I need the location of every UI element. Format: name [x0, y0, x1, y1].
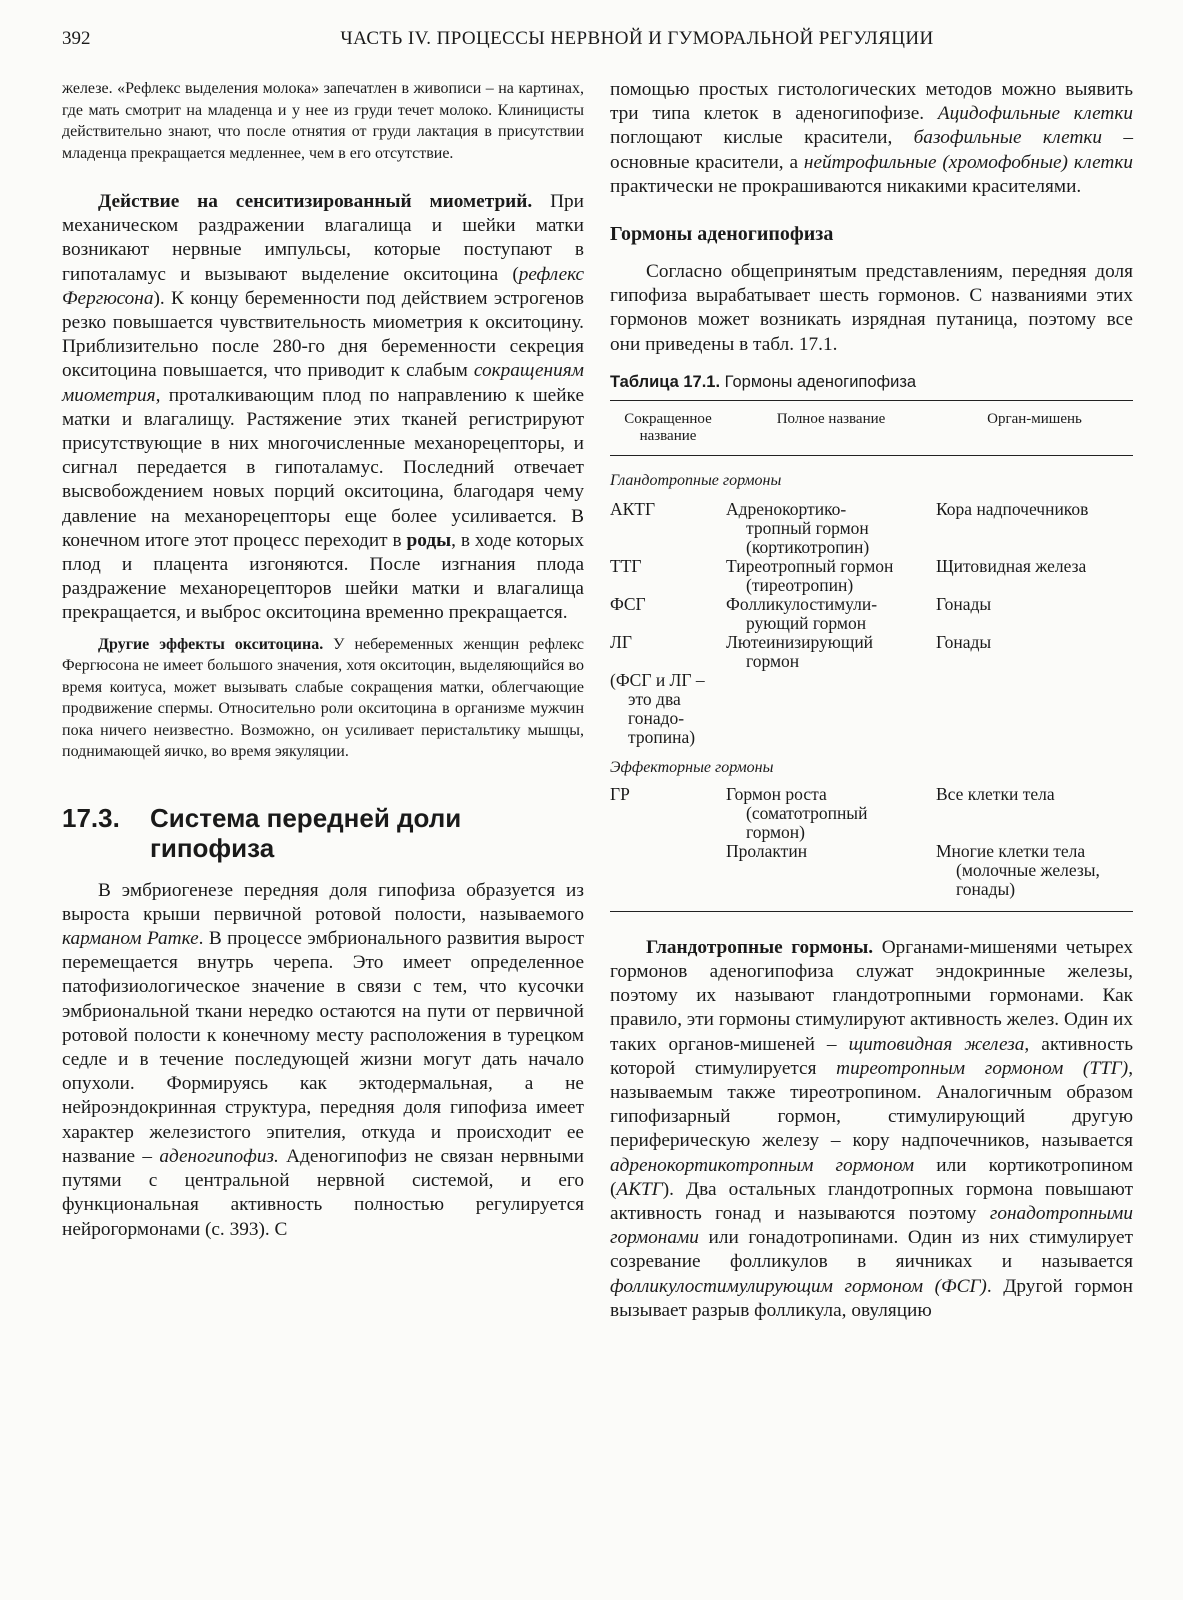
table-header-row	[610, 401, 1133, 455]
table-row: Пролактин Многие клетки тела (молочные железы, гонады)	[726, 840, 1100, 899]
paragraph-six-hormones: Согласно общепринятым представлениям, передняя доля гипофиза вырабатывает шесть гормонов. С названиями этих гормонов может возникать изрядная путаница, поэтому все они приведены в табл. 17.1.	[610, 261, 1133, 355]
page-number: 392	[62, 28, 91, 49]
table-row: ФСГ Фолликулостимули- рующий гормон Гонады	[610, 593, 992, 633]
table-row: АКТГ Адренокортико- тропный гормон (кортикотропин) Кора надпочечников	[610, 498, 1089, 557]
paragraph-myometrium: Действие на сенситизированный миометрий. При механическом раздражении влагалища и шейки матки возникают нервные импульсы, которые поступают в гипоталамус и вызывают выделение окситоцина (рефлекс Фергюсона). К концу беременности под действием эстрогенов резко повышается чувствительность миометрия к окситоцину. Приблизительно после 280-го дня беременности секреция окситоцина повышается, что приводит к слабым сокращениям миометрия, проталкивающим плод по направлению к шейке матки и влагалищу. Растяжение этих тканей регистрируют присутствующие в них многочисленные механорецепторы, и сигнал передается в гипоталамус. Последний отвечает высвобождением новых порций окситоцина, благодаря чему давление на механорецепторы еще более усиливается. В конечном итоге этот процесс переходит в роды, в ходе которых плод и плацента изгоняются. После изгнания плода раздражение механорецепторов шейки матки и влагалища прекращается, и выброс окситоцина временно прекращается.	[62, 191, 584, 624]
table-group-label: Гландотропные гормоны	[610, 471, 782, 489]
paragraph-milk-reflex: железе. «Рефлекс выделения молока» запечатлен в живописи – на картинах, где мать смотрит на младенца и у нее из груди течет молоко. Клиницисты действительно знают, что после отнятия от груди лактация в присутствии младенца прекращается медленнее, чем в его отсутствие.	[62, 80, 584, 162]
table-row: ЛГ Лютеинизирующий гормон Гонады	[610, 631, 992, 671]
table-caption: Таблица 17.1. Гормоны аденогипофиза	[610, 372, 917, 391]
paragraph-embryogenesis: В эмбриогенезе передняя доля гипофиза образуется из выроста крыши первичной ротовой полости, называемого карманом Ратке. В процессе эмбрионального развития вырост перемещается внутрь черепа. Это имеет определенное патофизиологическое значение в связи с тем, что кусочки эмбриональной ткани нередко остаются на пути от первичной ротовой полости к конечному месту расположения в турецком седле и в течение последующей жизни могут дать начало опухоли. Формируясь как эктодермальная, а не нейроэндокринная структура, передняя доля гипофиза имеет характер железистого эпителия, откуда и происходит ее название – аденогипофиз. Аденогипофиз не связан нервными путями с центральной нервной системой, и его функциональная активность полностью регулируется нейрогормонами (с. 393). С	[62, 879, 584, 1240]
table-row: ГР Гормон роста (соматотропный гормон) Все клетки тела	[610, 783, 1055, 842]
column-header: Полное название	[776, 410, 886, 427]
runin-heading: Действие на сенситизированный миометрий.	[98, 191, 533, 212]
section-title: Система передней доли гипофиза	[150, 802, 462, 863]
subsection-heading: Гормоны аденогипофиза	[610, 223, 834, 246]
paragraph-glandotropic: Гландотропные гормоны. Органами-мишенями четырех гормонов аденогипофиза служат эндокринные железы, поэтому их называют гландотропными гормонами. Как правило, эти гормоны стимулируют активность желез. Один их таких органов-мишеней – щитовидная железа, активность которой стимулируется тиреотропным гормоном (ТТГ), называемым также тиреотропином. Аналогичным образом гипофизарный гормон, стимулирующий другую периферическую железу – кору надпочечников, называется адренокортикотропным гормоном или кортикотропином (АКТГ). Два остальных гландотропных гормона повышают активность гонад и называются поэтому гонадотропными гормонами или гонадотропинами. Один из них стимулирует созревание фолликулов в яичниках и называется фолликулостимулирующим гормоном (ФСГ). Другой гормон вызывает разрыв фолликула, овуляцию	[610, 936, 1134, 1321]
table-row-note: (ФСГ и ЛГ – это два гонадо- тропина)	[610, 669, 705, 747]
section-number: 17.3.	[62, 802, 120, 833]
runin-heading: Другие эффекты окситоцина.	[98, 635, 324, 653]
runin-heading: Гландотропные гормоны.	[646, 936, 874, 958]
paragraph-other-effects: Другие эффекты окситоцина. У небеременных женщин рефлекс Фергюсона не имеет большого значения, хотя окситоцин, выделяющийся во время коитуса, может вызывать слабые сокращения матки, облегчающие продвижение спермы. Относительно роли окситоцина в организме мужчин пока ничего неизвестно. Возможно, он усиливает перистальтику мышцы, поднимающей яичко, во время эякуляции.	[62, 635, 584, 761]
page-header	[62, 28, 1132, 58]
paragraph-cell-types: помощью простых гистологических методов можно выявить три типа клеток в аденогипофизе. Ацидофильные клетки поглощают кислые красители, базофильные клетки – основные красители, а нейтрофильные (хромофобные) клетки практически не прокрашиваются никакими красителями.	[610, 79, 1134, 197]
table-group-label: Эффекторные гормоны	[610, 758, 774, 776]
right-column	[610, 78, 1133, 1323]
running-title: ЧАСТЬ IV. ПРОЦЕССЫ НЕРВНОЙ И ГУМОРАЛЬНОЙ РЕГУЛЯЦИИ	[340, 28, 934, 49]
table-row: ТТГ Тиреотропный гормон (тиреотропин) Щитовидная железа	[610, 555, 1087, 595]
column-header: Орган-мишень	[987, 410, 1082, 427]
column-header: Сокращенное название	[624, 410, 712, 444]
section-heading	[62, 803, 584, 863]
left-column	[62, 78, 584, 1242]
hormone-table	[610, 373, 1133, 912]
